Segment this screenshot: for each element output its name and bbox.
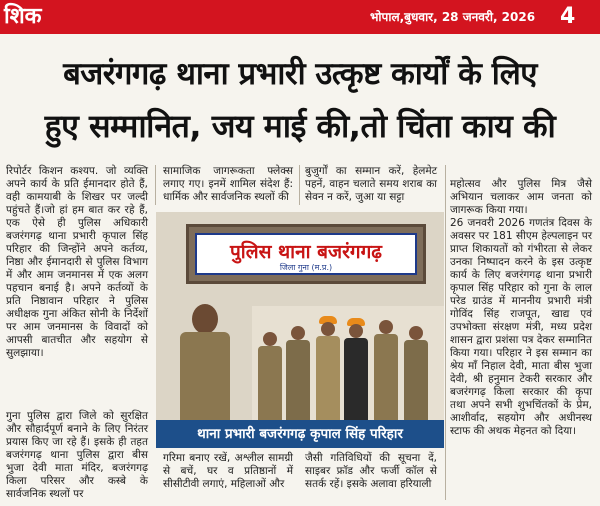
award-ceremony-scene xyxy=(252,306,444,420)
article-paragraph: सामाजिक जागरूकता फ्लेक्स लगाए गए। इनमें शामिल संदेश हैं: धार्मिक और सार्वजनिक स्थलों की xyxy=(163,165,293,203)
ceremony-person xyxy=(344,338,368,420)
article-column-3-top xyxy=(305,165,437,204)
photo-caption: थाना प्रभारी बजरंगगढ़ कृपाल सिंह परिहार xyxy=(156,420,444,448)
person-head xyxy=(379,320,393,334)
article-paragraph: रिपोर्टर किशन कश्यप. जो व्यक्ति अपने कार्य के प्रति ईमानदार होते हैं, वही कामयाबी के शिखर पर जल्दी पहुंचते हैं।जो हां हम बात कर रहे हैं, एक ऐसे ही पुलिस अधिकारी बजरंगगढ़ थाना प्रभारी कृपाल सिंह परिहार की जिन्होंने अपने कर्तव्य, निष्ठा और ईमानदारी से पुलिस विभाग में और आम जनमानस में एक अलग पहचान बनाई है। अपने कर्तव्यों के प्रति निष्ठावान परिहार ने पुलिस अधीक्षक गुना अंकित सोनी के निर्देशों पर आम जनमानस के विवादों को आपसी बातचीत और सहयोग से सुलझाया। xyxy=(6,165,148,359)
person-head xyxy=(321,322,335,336)
section-name: शिक xyxy=(4,4,42,29)
officer-uniform xyxy=(180,332,230,420)
article-column-4 xyxy=(450,165,592,451)
article-column-2-bottom xyxy=(163,452,293,491)
ceremony-person xyxy=(258,346,282,420)
officer-portrait xyxy=(174,304,236,420)
headline-line-1: बजरंगगढ़ थाना प्रभारी उत्कृष्ट कार्यों के लिए xyxy=(63,56,537,92)
page-number: 4 xyxy=(560,4,576,29)
article-paragraph: गुना पुलिस द्वारा जिले को सुरक्षित और सौहार्दपूर्ण बनाने के लिए निरंतर प्रयास किए जा रहे हैं। इसके ही तहत बजरंगगढ़ थाना पुलिस द्वारा बीस भुजा देवी माता मंदिर, बजरंगगढ़ किला परिसर और कस्बे के सार्वजनिक स्थलों पर xyxy=(6,410,148,500)
ceremony-person xyxy=(404,340,428,420)
article-column-1-top xyxy=(6,165,148,360)
police-station-sign xyxy=(186,224,426,284)
officer-head xyxy=(192,304,218,334)
article-paragraph: बुजुर्गों का सम्मान करें, हेलमेट पहनें, वाहन चलाते समय शराब का सेवन न करें, जुआ या सट्टा xyxy=(305,165,437,203)
column-divider xyxy=(299,165,300,205)
person-head xyxy=(291,326,305,340)
person-head xyxy=(409,326,423,340)
column-divider xyxy=(445,165,446,500)
ceremony-person xyxy=(316,336,340,420)
article-paragraph: महोत्सव और पुलिस मित्र जैसे अभियान चलाकर आम जनता को जागरूक किया गया। 26 जनवरी 2026 गणतंत्र दिवस के अवसर पर 181 सीएम हेल्पलाइन पर प्राप्त शिकायतों को गंभीरता से लेकर उनका निष्पादन करने के इस उत्कृष्ट कार्य के लिए बजरंगगढ़ थाना प्रभारी कृपाल सिंह परिहार को गुना के लाल परेड ग्राउंड में माननीय प्रभारी मंत्री गोविंद सिंह राजपूत, खाद्य एवं उपभोक्ता संरक्षण मंत्री, मध्य प्रदेश शासन द्वारा प्रशंसा पत्र देकर सम्मानित किया गया। परिहार ने इस सम्मान का श्रेय माँ निहाल देवी, माता बीस भुजा देवी, श्री हनुमान टेकरी सरकार और बजरंगगढ़ किला सरकार की कृपा तथा अपने सभी शुभचिंतकों के प्रेम, आशीर्वाद, सहयोग और अधीनस्थ स्टाफ की अथक मेहनत को दिया। xyxy=(450,178,592,437)
sign-subtext: जिला गुना (म.प्र.) xyxy=(279,263,333,272)
ceremony-person xyxy=(286,340,310,420)
masthead-bar xyxy=(0,0,600,34)
article-paragraph: गरिमा बनाए रखें, अश्लील सामग्री से बचें, घर व प्रतिष्ठानों में सीसीटीवी लगाएं, महिलाओं और xyxy=(163,452,293,490)
news-photo xyxy=(156,212,444,420)
sign-board xyxy=(195,233,417,275)
article-column-2-top xyxy=(163,165,293,204)
article-column-1-bottom xyxy=(6,410,148,501)
headline-line-2: हुए सम्मानित, जय माई की,तो चिंता काय की xyxy=(44,107,556,145)
dateline: भोपाल,बुधवार, 28 जनवरी, 2026 xyxy=(370,10,536,24)
column-divider xyxy=(155,165,156,205)
article-paragraph: जैसी गतिविधियों की सूचना दें, साइबर फ्रॉड और फर्जी कॉल से सतर्क रहें। इसके अलावा हरियाली xyxy=(305,452,437,490)
person-head xyxy=(263,332,277,346)
article-column-3-bottom xyxy=(305,452,437,491)
person-head xyxy=(349,324,363,338)
ceremony-person xyxy=(374,334,398,420)
sign-text: पुलिस थाना बजरंगगढ़ xyxy=(229,241,382,263)
